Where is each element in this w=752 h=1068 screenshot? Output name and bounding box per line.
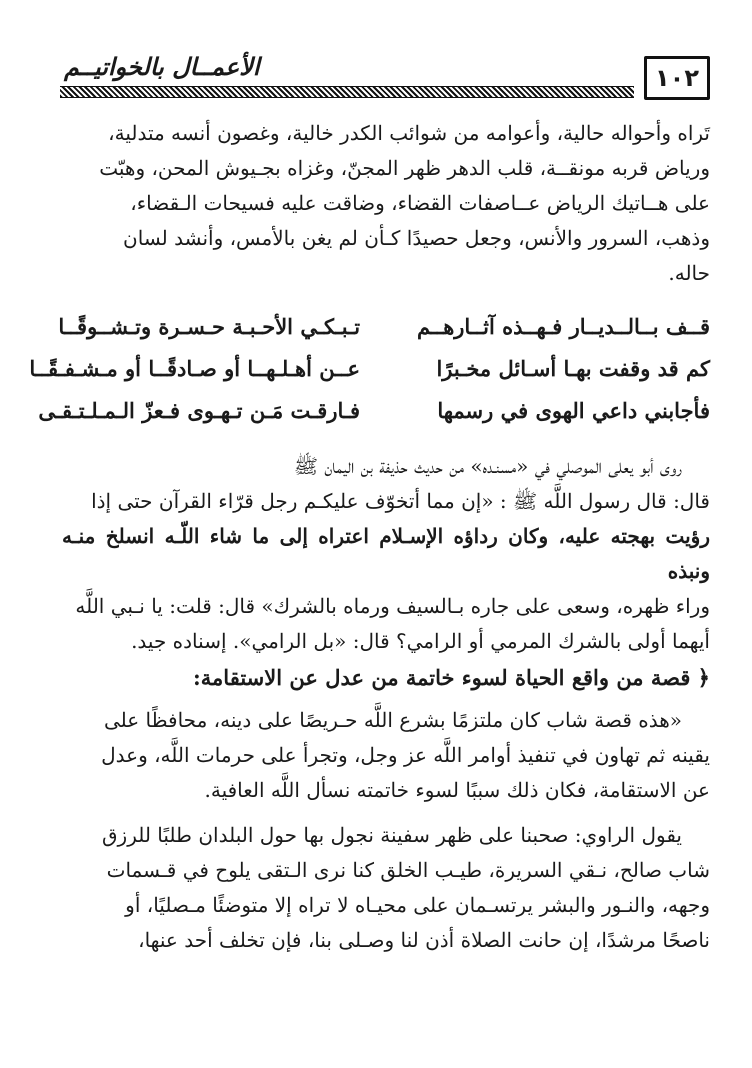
book-title: الأعمــال بالخواتيــم xyxy=(64,52,260,81)
verse-second-half: فـارقـت مَـن تـهـوى فـعزّ الـمـلـتـقـى xyxy=(38,397,361,423)
poem xyxy=(29,305,710,431)
page-number: ١٠٢ xyxy=(644,56,710,100)
hadith-paragraph xyxy=(62,449,710,659)
text-line: رؤيت بهجته عليه، وكان رداؤه الإسـلام اعتراه إلى ما شاء اللّـه انسلخ منـه ونبذه xyxy=(62,524,710,583)
text-line: ورياض قربه مونقــة، قلب الدهر ظهر المجنّ، وغزاه بجـيوش المحن، وهبّت xyxy=(99,156,710,180)
text-line: ناصحًا مرشدًا، إن حانت الصلاة أذن لنا وصـلى بنا، فإن تخلف أحد عنها، xyxy=(138,928,710,952)
intro-paragraph xyxy=(62,116,710,291)
text-line: حاله. xyxy=(668,261,710,285)
text-line: عن الاستقامة، فكان ذلك سببًا لسوء خاتمته نسأل اللَّه العافية. xyxy=(204,778,710,802)
verse-second-half: تـبـكـي الأحـبـة حـسـرة وتـشــوقًــا xyxy=(58,313,361,339)
header-rule xyxy=(60,86,634,98)
text-line: شاب صالح، نـقي السريرة، طيـب الخلق كنا نرى الـتقى يلوح في قـسمات xyxy=(106,858,710,882)
verse-first-half: قــف بــالــديــار فـهــذه آثــارهــم xyxy=(416,313,710,339)
page-header xyxy=(60,50,710,106)
story-intro xyxy=(62,703,710,808)
verse-second-half: عــن أهـلـهــا أو صـادقًــا أو مـشـفـقًــا xyxy=(29,355,361,381)
text-line: يقينه ثم تهاون في تنفيذ أوامر اللَّه عز وجل، وتجرأ على حرمات اللَّه، وعدل xyxy=(101,743,710,767)
poem-verse xyxy=(38,389,710,431)
verse-first-half: كم قد وقفت بهـا أسـائل مخـبرًا xyxy=(436,355,710,381)
narrator-paragraph xyxy=(62,818,710,958)
verse-first-half: فأجابني داعي الهوى في رسمها xyxy=(437,397,710,423)
poem-verse xyxy=(58,305,710,347)
text-line: على هــاتيك الرياض عــاصفات القضاء، وضاقت عليه فسيحات الـقضاء، xyxy=(130,191,710,215)
text-line: «هذه قصة شاب كان ملتزمًا بشرع اللَّه حـريصًا على دينه، محافظًا على xyxy=(103,708,682,732)
poem-verse xyxy=(29,347,710,389)
page-body xyxy=(29,116,710,958)
text-line: روى أبو يعلى الموصلي في «مسنـده» من حديث حذيفة بن اليمان ﷺ xyxy=(293,454,682,478)
text-line: وراء ظهره، وسعى على جاره بـالسيف ورماه بالشرك» قال: قلت: يا نـبي اللَّه xyxy=(75,594,710,618)
text-line: يقول الراوي: صحبنا على ظهر سفينة نجول بها حول البلدان طلبًا للرزق xyxy=(102,823,682,847)
text-line: تَراه وأحواله حالية، وأعوامه من شوائب الكدر خالية، وغصون أنسه متدلية، xyxy=(108,121,710,145)
section-heading: ﴿ قصة من واقع الحياة لسوء خاتمة من عدل عن الاستقامة: xyxy=(193,665,710,690)
text-line: أيهما أولى بالشرك المرمي أو الرامي؟ قال: «بل الرامي». إسناده جيد. xyxy=(131,629,710,653)
text-line: قال: قال رسول اللَّه ﷺ : «إن مما أتخوّف عليكـم رجل قرّاء القرآن حتى إذا xyxy=(91,489,710,513)
text-line: وذهب، السرور والأنس، وجعل حصيدًا كـأن لم يغن بالأمس، وأنشد لسان xyxy=(123,226,710,250)
text-line: وجهه، والنـور والبشر يرتسـمان على محيـاه لا تراه إلا متوضئًا مـصليًا، أو xyxy=(125,893,710,917)
